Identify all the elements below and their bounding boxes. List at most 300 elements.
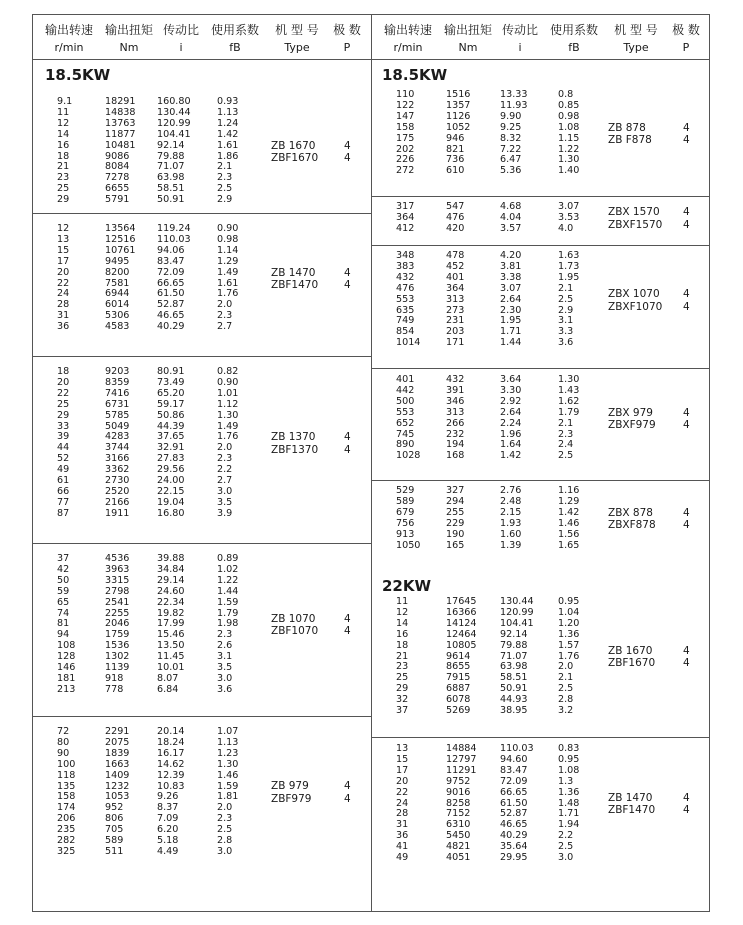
torque-cell: 14884 [446,743,477,754]
factor-cell: 2.7 [217,475,233,486]
ratio-cell: 44.93 [500,694,528,706]
factor-cell: 2.5 [217,183,233,195]
ratio-cell: 71.07 [157,161,185,173]
speed-cell: 213 [57,683,76,695]
ratio-cell: 2.64 [500,406,522,418]
torque-cell: 171 [446,337,465,349]
ratio-cell: 61.50 [157,288,185,300]
ratio-cell: 1.39 [500,539,522,551]
pole-count: 4 [344,431,351,444]
factor-cell: 3.0 [217,485,233,497]
ratio-cell: 63.98 [157,172,185,184]
factor-cell: 2.2 [217,464,233,476]
factor-cell: 1.46 [558,517,580,529]
speed-cell: 147 [396,110,415,122]
reducer-group [372,368,709,481]
model-type: ZBX 1570 [608,206,660,219]
torque-cell: 2798 [105,585,130,597]
torque-cell: 273 [446,304,465,316]
torque-cell: 478 [446,250,465,261]
factor-cell: 0.82 [217,366,239,377]
torque-cell: 5269 [446,705,471,716]
factor-cell: 1.24 [217,117,239,129]
factor-cell: 1.36 [558,786,580,798]
reducer-group [33,543,371,717]
ratio-cell: 40.29 [500,830,528,842]
reducer-group [33,213,371,357]
model-type: ZB 1470 [271,266,316,279]
pole-count: 4 [683,206,690,219]
ratio-cell: 13.50 [157,640,185,652]
column-header [372,15,709,60]
ratio-cell: 2.76 [500,485,522,496]
ratio-cell: 34.84 [157,563,185,575]
torque-cell: 313 [446,293,465,305]
factor-cell: 3.53 [558,211,580,223]
torque-cell: 8359 [105,376,130,388]
factor-cell: 1.63 [558,250,580,261]
torque-cell: 1516 [446,89,471,100]
factor-cell: 1.76 [217,431,239,443]
factor-cell: 1.81 [217,791,239,803]
speed-cell: 12 [57,117,70,129]
factor-cell: 2.0 [558,661,574,673]
speed-cell: 41 [396,841,409,853]
speed-cell: 61 [57,475,70,486]
torque-cell: 778 [105,683,124,695]
factor-cell: 0.89 [217,553,239,564]
model-type: ZBX 979 [608,406,653,419]
factor-cell: 2.5 [558,293,574,305]
factor-cell: 1.12 [217,398,239,410]
pole-count: 4 [683,519,690,532]
torque-cell: 168 [446,450,465,462]
ratio-cell: 22.15 [157,485,185,497]
column-header [33,15,371,60]
pole-count: 4 [344,266,351,279]
torque-cell: 18291 [105,96,136,107]
speed-cell: 15 [57,244,70,256]
torque-cell: 1536 [105,640,130,652]
pole-count: 4 [683,506,690,519]
factor-cell: 2.1 [217,161,233,173]
ratio-cell: 92.14 [500,628,528,640]
torque-cell: 8084 [105,161,130,173]
torque-cell: 10805 [446,639,477,651]
model-type: ZBF1470 [271,279,319,291]
ratio-cell: 1.96 [500,428,522,440]
factor-cell: 1.01 [217,387,239,399]
factor-cell: 3.5 [217,662,233,673]
torque-cell: 13763 [105,117,136,129]
torque-cell: 3166 [105,453,130,465]
speed-cell: 31 [57,310,70,322]
ratio-cell: 2.64 [500,293,522,305]
ratio-cell: 10.01 [157,662,185,673]
header-label-cn: 使用系数 [210,23,259,37]
speed-cell: 15 [396,753,409,765]
ratio-cell: 66.65 [500,786,528,798]
speed-cell: 913 [396,528,415,540]
torque-cell: 8655 [446,661,471,673]
model-type: ZB 1470 [608,791,653,804]
factor-cell: 0.90 [217,223,239,234]
ratio-cell: 63.98 [500,661,528,673]
ratio-cell: 40.29 [157,321,185,333]
factor-cell: 2.7 [217,321,233,333]
header-label-en: Nm [458,41,478,54]
speed-cell: 25 [57,398,70,410]
pole-count: 4 [683,406,690,419]
factor-cell: 2.6 [217,640,233,652]
torque-cell: 705 [105,824,124,836]
speed-cell: 14 [396,617,409,629]
torque-cell: 14124 [446,617,477,629]
speed-cell: 50 [57,574,70,586]
speed-cell: 33 [57,420,70,432]
speed-cell: 401 [396,374,415,385]
factor-cell: 3.6 [558,337,574,349]
speed-cell: 74 [57,607,70,619]
speed-cell: 18 [57,366,70,377]
torque-cell: 6078 [446,694,471,706]
factor-cell: 0.85 [558,99,580,111]
speed-cell: 226 [396,154,415,166]
header-label-en: Type [623,41,649,54]
ratio-cell: 18.24 [157,736,185,748]
ratio-cell: 37.65 [157,431,185,443]
ratio-cell: 120.99 [500,606,534,618]
torque-cell: 5306 [105,310,130,322]
torque-cell: 10481 [105,139,136,151]
ratio-cell: 52.87 [500,808,528,820]
speed-cell: 854 [396,326,415,338]
ratio-cell: 72.09 [157,266,185,278]
factor-cell: 0.93 [217,96,239,107]
torque-cell: 589 [105,835,124,846]
speed-cell: 66 [57,485,70,497]
torque-cell: 821 [446,143,465,155]
speed-cell: 158 [396,121,415,133]
torque-cell: 2541 [105,596,130,608]
ratio-cell: 8.07 [157,672,179,684]
spec-table [32,14,710,912]
right-column [372,15,709,911]
factor-cell: 0.98 [217,233,239,245]
factor-cell: 1.02 [217,563,239,575]
ratio-cell: 11.93 [500,99,528,111]
ratio-cell: 65.20 [157,387,185,399]
speed-cell: 37 [57,553,70,564]
factor-cell: 1.40 [558,165,580,177]
factor-cell: 4.0 [558,222,574,234]
speed-cell: 20 [57,266,70,278]
ratio-cell: 3.38 [500,271,522,283]
torque-cell: 165 [446,539,465,551]
ratio-cell: 19.82 [157,607,185,619]
torque-cell: 203 [446,326,465,338]
ratio-cell: 1.64 [500,439,522,451]
speed-cell: 383 [396,260,415,272]
factor-cell: 1.07 [217,726,239,737]
torque-cell: 232 [446,428,465,440]
pole-count: 4 [344,279,351,291]
torque-cell: 17645 [446,596,477,607]
ratio-cell: 9.25 [500,121,522,133]
ratio-cell: 59.17 [157,398,185,410]
header-label-cn: 机 型 号 [275,23,319,37]
ratio-cell: 58.51 [500,672,528,684]
torque-cell: 7278 [105,172,130,184]
speed-cell: 81 [57,618,70,630]
ratio-cell: 92.14 [157,139,185,151]
factor-cell: 1.30 [558,374,580,385]
speed-cell: 44 [57,442,70,454]
speed-cell: 1014 [396,337,421,349]
factor-cell: 3.2 [558,705,574,716]
factor-cell: 2.3 [217,629,233,641]
factor-cell: 1.08 [558,764,580,776]
ratio-cell: 1.44 [500,337,522,349]
speed-cell: 22 [57,277,70,289]
ratio-cell: 8.32 [500,132,522,144]
speed-cell: 9.1 [57,96,73,107]
speed-cell: 272 [396,165,415,177]
speed-cell: 635 [396,304,415,316]
torque-cell: 229 [446,517,465,529]
factor-cell: 2.5 [217,824,233,836]
factor-cell: 1.14 [217,244,239,256]
model-type: ZBXF1070 [608,300,663,313]
speed-cell: 553 [396,406,415,418]
speed-cell: 94 [57,629,70,641]
model-type: ZBF1470 [608,804,656,817]
speed-cell: 16 [396,628,409,640]
ratio-cell: 2.30 [500,304,522,316]
torque-cell: 806 [105,813,124,825]
ratio-cell: 24.60 [157,585,185,597]
torque-cell: 1409 [105,769,130,781]
torque-cell: 313 [446,406,465,418]
factor-cell: 1.95 [558,271,580,283]
torque-cell: 547 [446,201,465,212]
torque-cell: 327 [446,485,465,496]
torque-cell: 13564 [105,223,136,234]
model-type: ZB 1370 [271,431,316,444]
factor-cell: 1.59 [217,596,239,608]
ratio-cell: 3.64 [500,374,522,385]
torque-cell: 6014 [105,299,130,311]
torque-cell: 6731 [105,398,130,410]
speed-cell: 22 [57,387,70,399]
speed-cell: 39 [57,431,70,443]
ratio-cell: 1.71 [500,326,522,338]
ratio-cell: 39.88 [157,553,185,564]
speed-cell: 28 [57,299,70,311]
pole-count: 4 [344,780,351,793]
ratio-cell: 44.39 [157,420,185,432]
ratio-cell: 4.49 [157,845,179,857]
ratio-cell: 79.88 [500,639,528,651]
header-label-en: fB [568,41,580,54]
factor-cell: 3.1 [558,315,574,327]
torque-cell: 476 [446,211,465,223]
speed-cell: 18 [396,639,409,651]
model-type: ZBF1370 [271,443,319,456]
ratio-cell: 1.60 [500,528,522,540]
speed-cell: 364 [396,211,415,223]
torque-cell: 2291 [105,726,130,737]
ratio-cell: 32.91 [157,442,185,454]
reducer-group [372,91,709,197]
speed-cell: 11 [57,106,70,118]
speed-cell: 128 [57,651,76,663]
torque-cell: 364 [446,282,465,294]
torque-cell: 4583 [105,321,130,333]
reducer-group [372,563,709,738]
ratio-cell: 50.91 [500,683,528,695]
speed-cell: 20 [396,775,409,787]
model-type: ZB 979 [271,780,309,793]
speed-cell: 17 [57,255,70,267]
ratio-cell: 73.49 [157,376,185,388]
speed-cell: 24 [396,797,409,809]
torque-cell: 11877 [105,128,136,140]
header-label-en: i [518,41,522,54]
speed-cell: 12 [57,223,70,234]
speed-cell: 476 [396,282,415,294]
pole-count: 4 [344,443,351,456]
pole-count: 4 [683,804,690,817]
factor-cell: 2.3 [217,172,233,184]
model-type: ZB 1670 [608,644,653,657]
ratio-cell: 1.42 [500,450,522,462]
ratio-cell: 66.65 [157,277,185,289]
torque-cell: 190 [446,528,465,540]
ratio-cell: 35.64 [500,841,528,853]
ratio-cell: 1.95 [500,315,522,327]
factor-cell: 0.83 [558,743,580,754]
header-label-en: P [343,41,351,54]
speed-cell: 80 [57,736,70,748]
factor-cell: 2.3 [217,453,233,465]
speed-cell: 31 [396,819,409,831]
speed-cell: 13 [57,233,70,245]
speed-cell: 36 [396,830,409,842]
ratio-cell: 94.06 [157,244,185,256]
pole-count: 4 [683,134,690,147]
factor-cell: 1.36 [558,628,580,640]
torque-cell: 3744 [105,442,130,454]
speed-cell: 14 [57,128,70,140]
ratio-cell: 7.22 [500,143,522,155]
factor-cell: 1.49 [217,266,239,278]
speed-cell: 32 [396,694,409,706]
speed-cell: 432 [396,271,415,283]
ratio-cell: 7.09 [157,813,179,825]
ratio-cell: 6.20 [157,824,179,836]
speed-cell: 146 [57,662,76,673]
ratio-cell: 19.04 [157,496,185,508]
torque-cell: 452 [446,260,465,272]
factor-cell: 2.5 [558,683,574,695]
torque-cell: 420 [446,222,465,234]
factor-cell: 1.59 [217,780,239,792]
model-type: ZBXF878 [608,519,656,532]
ratio-cell: 160.80 [157,96,191,107]
torque-cell: 12797 [446,753,477,765]
ratio-cell: 83.47 [500,764,528,776]
ratio-cell: 27.83 [157,453,185,465]
ratio-cell: 46.65 [157,310,185,322]
torque-cell: 1139 [105,662,130,673]
ratio-cell: 11.45 [157,651,185,663]
torque-cell: 12464 [446,628,477,640]
pole-count: 4 [683,300,690,313]
torque-cell: 1052 [446,121,471,133]
speed-cell: 65 [57,596,70,608]
ratio-cell: 71.07 [500,650,528,662]
torque-cell: 4283 [105,431,130,443]
torque-cell: 1053 [105,791,130,803]
speed-cell: 749 [396,315,415,327]
factor-cell: 1.22 [217,574,239,586]
factor-cell: 1.29 [558,495,580,507]
torque-cell: 3315 [105,574,130,586]
speed-cell: 49 [396,852,409,863]
reducer-group [33,91,371,214]
torque-cell: 610 [446,165,465,177]
speed-cell: 13 [396,743,409,754]
torque-cell: 9495 [105,255,130,267]
header-label-cn: 输出扭矩 [443,23,492,37]
ratio-cell: 16.80 [157,507,185,519]
factor-cell: 0.90 [217,376,239,388]
pole-count: 4 [683,218,690,231]
torque-cell: 9016 [446,786,471,798]
ratio-cell: 29.56 [157,464,185,476]
speed-cell: 77 [57,496,70,508]
model-type: ZB 878 [608,121,646,134]
speed-cell: 679 [396,506,415,518]
left-column [33,15,371,911]
pole-count: 4 [344,792,351,805]
ratio-cell: 12.39 [157,769,185,781]
factor-cell: 1.16 [558,485,580,496]
torque-cell: 9614 [446,650,471,662]
header-label-en: r/min [393,41,423,54]
factor-cell: 1.30 [558,154,580,166]
ratio-cell: 29.95 [500,852,528,863]
torque-cell: 4821 [446,841,471,853]
speed-cell: 25 [396,672,409,684]
torque-cell: 1232 [105,780,130,792]
factor-cell: 2.1 [558,672,574,684]
torque-cell: 7416 [105,387,130,399]
speed-cell: 16 [57,139,70,151]
factor-cell: 1.73 [558,260,580,272]
pole-count: 4 [683,644,690,657]
torque-cell: 1663 [105,758,130,770]
torque-cell: 5785 [105,409,130,421]
torque-cell: 6655 [105,183,130,195]
factor-cell: 3.07 [558,201,580,212]
speed-cell: 206 [57,813,76,825]
speed-cell: 11 [396,596,409,607]
ratio-cell: 9.26 [157,791,179,803]
header-label-cn: 极 数 [333,23,361,37]
factor-cell: 1.94 [558,819,580,831]
